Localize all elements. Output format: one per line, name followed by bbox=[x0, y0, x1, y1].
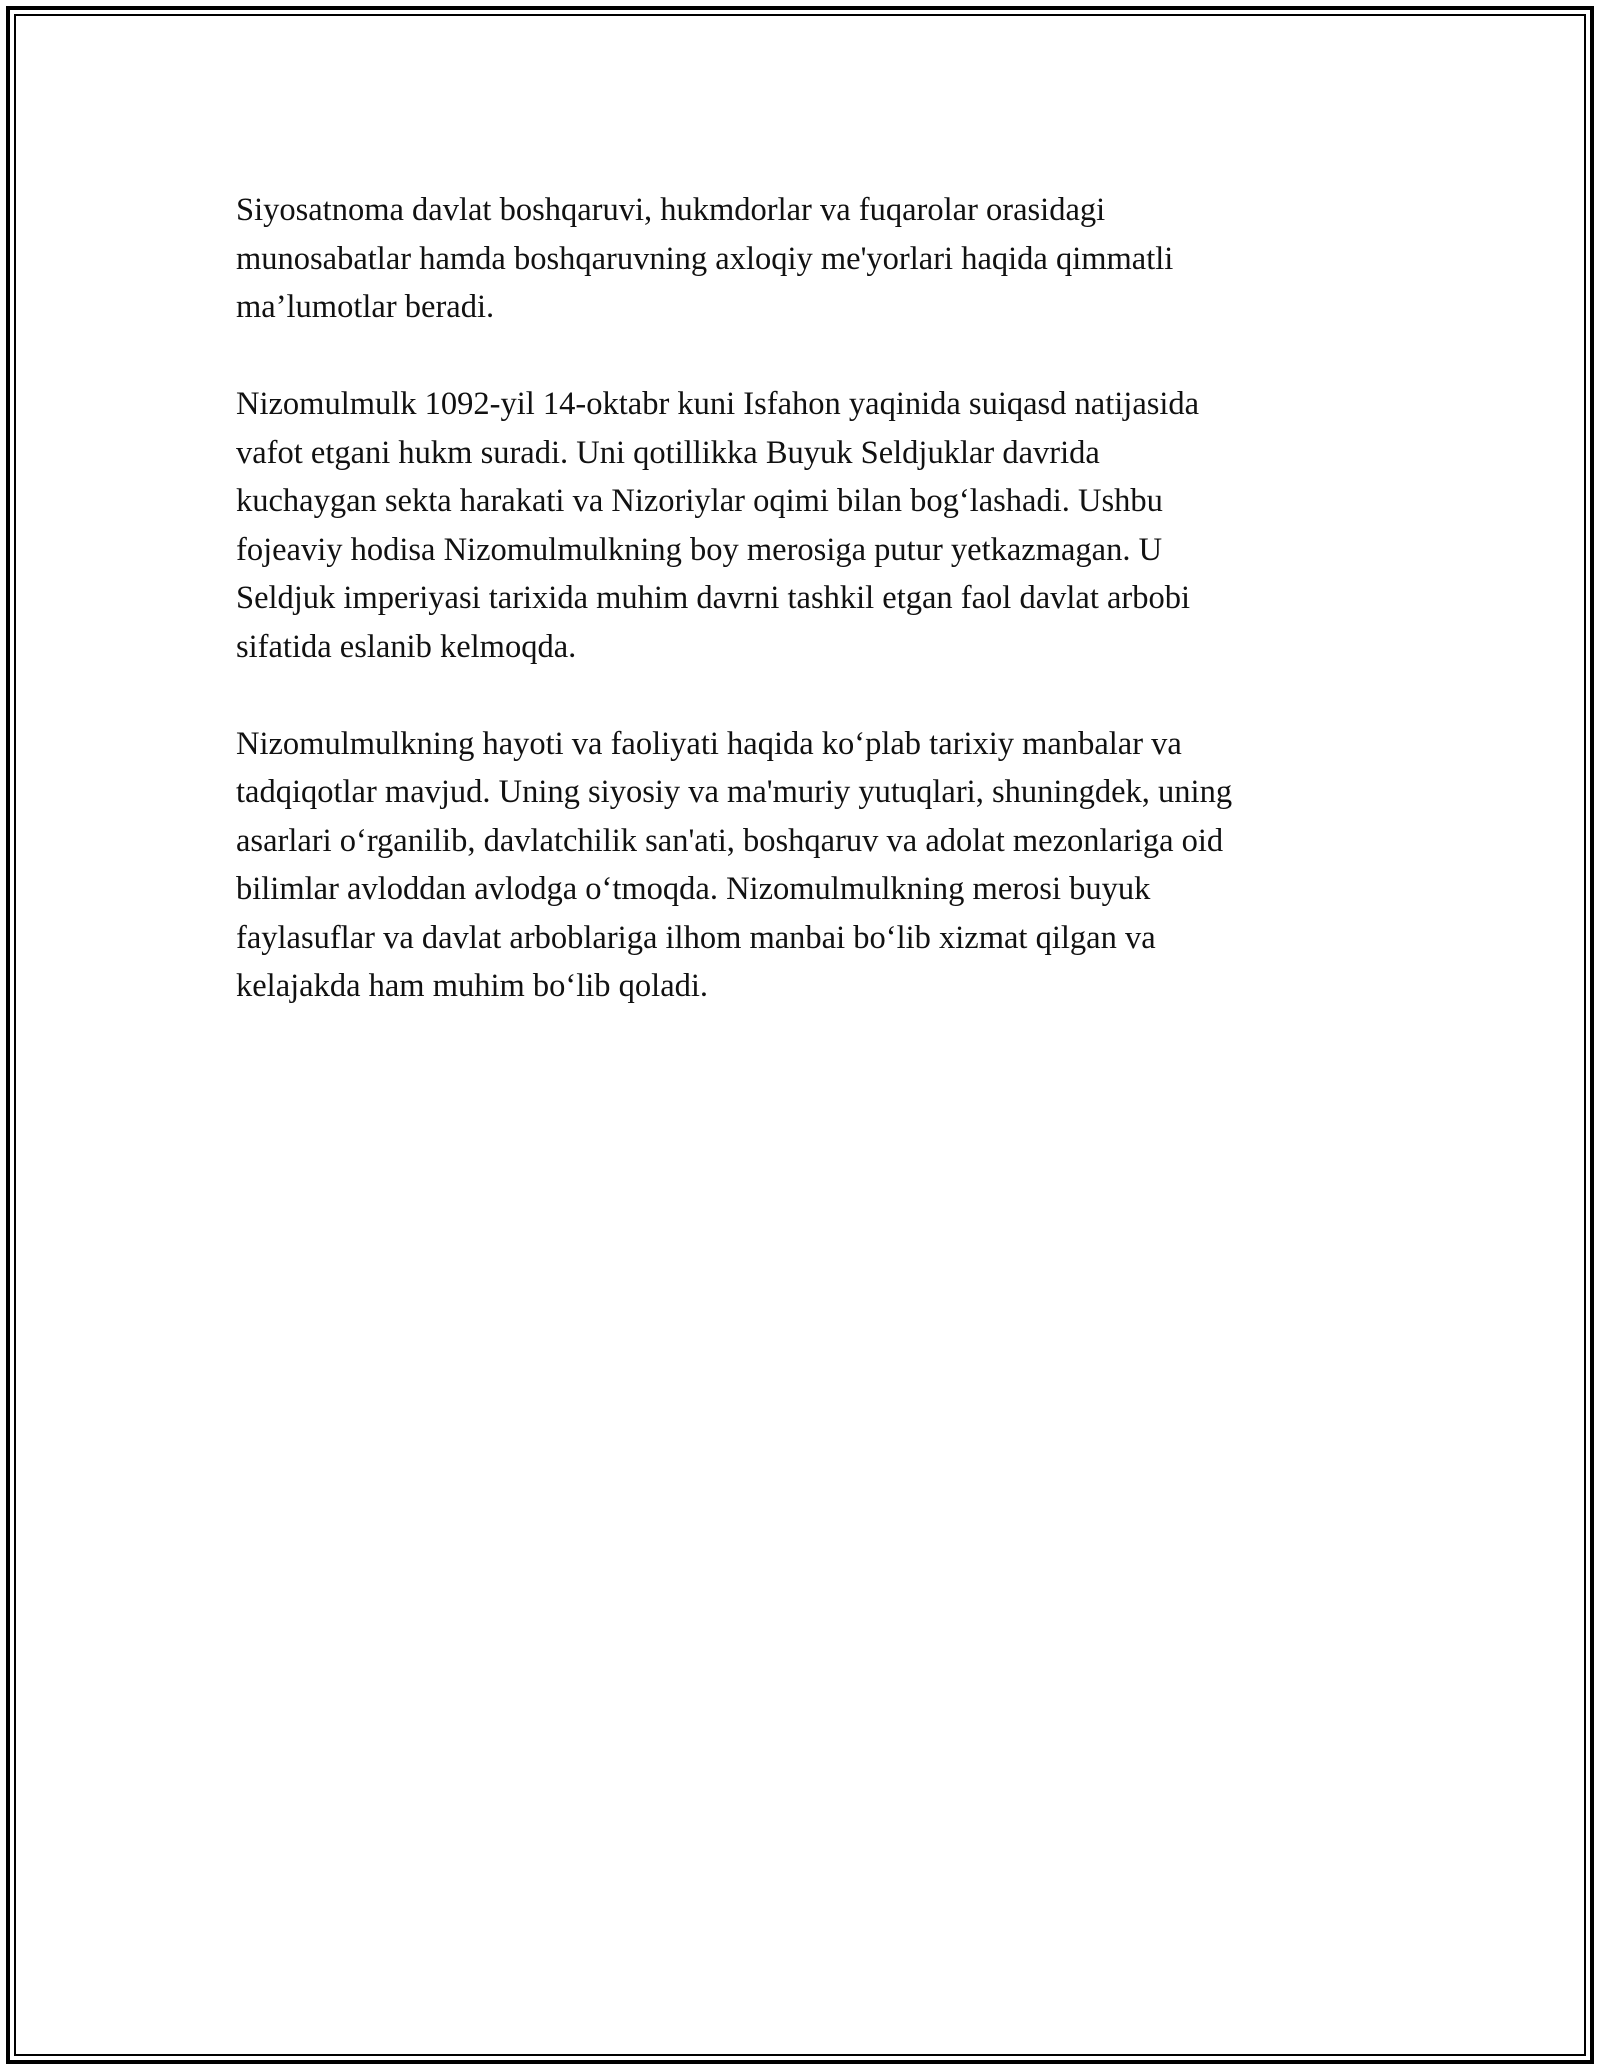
paragraph-legacy: Nizomulmulkning hayoti va faoliyati haqida ko‘plab tarixiy manbalar va tadqiqotlar mavjud. Uning siyosiy va ma'muriy yutuqlari, shuningdek, uning asarlari o‘rganilib, davlatchilik san'ati, boshqaruv va adolat mezonlariga oid bilimlar avloddan avlodga o‘tmoqda. Nizomulmulkning merosi buyuk faylasuflar va davlat arboblariga ilhom manbai bo‘lib xizmat qilgan va kelajakda ham muhim bo‘lib qoladi. bbox=[236, 725, 1233, 1004]
document-body bbox=[236, 186, 1376, 1011]
paragraph-death: Nizomulmulk 1092-yil 14-oktabr kuni Isfahon yaqinida suiqasd natijasida vafot etgani hukm suradi. Uni qotillikka Buyuk Seldjuklar davrida kuchaygan sekta harakati va Nizoriylar oqimi bilan bog‘lashadi. Ushbu fojeaviy hodisa Nizomulmulkning boy merosiga putur yetkazmagan. U Seldjuk imperiyasi tarixida muhim davrni tashkil etgan faol davlat arbobi sifatida eslanib kelmoqda. bbox=[236, 386, 1200, 665]
paragraph-siyosatnoma: Siyosatnoma davlat boshqaruvi, hukmdorlar va fuqarolar orasidagi munosabatlar hamda boshqaruvning axloqiy me'yorlari haqida qimmatli ma’lumotlar beradi. bbox=[236, 192, 1174, 325]
